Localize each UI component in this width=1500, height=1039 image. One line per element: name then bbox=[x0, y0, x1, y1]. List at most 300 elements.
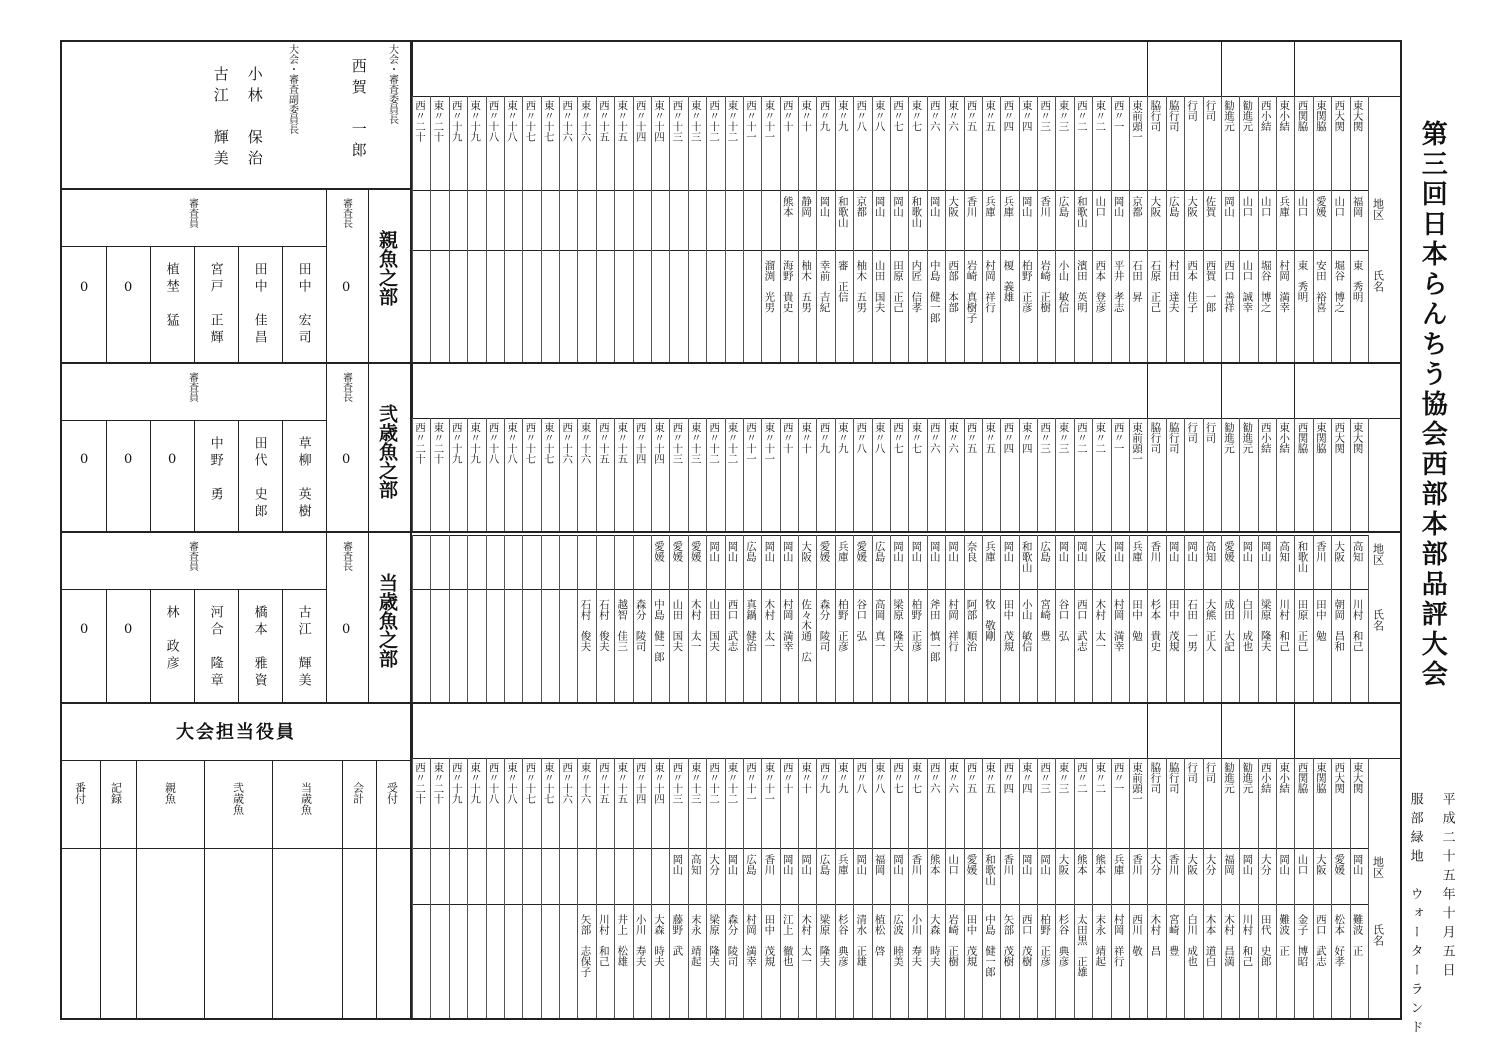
grid-column-line bbox=[835, 758, 836, 1018]
name-cell: 田原 正己 bbox=[1296, 599, 1309, 652]
rank-label: 西〃十三 bbox=[671, 422, 684, 464]
name-cell: 山田 国夫 bbox=[708, 599, 721, 652]
grid-column-line bbox=[761, 758, 762, 1018]
grid-column-line bbox=[486, 758, 487, 1018]
region-cell: 岡山 bbox=[1112, 196, 1125, 217]
rank-label: 西〃一 bbox=[1112, 100, 1125, 132]
grid-column-line bbox=[780, 418, 781, 531]
grid-column-line bbox=[1368, 758, 1369, 1018]
grid-column-line bbox=[504, 96, 505, 362]
grid-column-line bbox=[614, 758, 615, 1018]
rank-label: 東前頭一 bbox=[1131, 100, 1144, 142]
region-cell: 愛媛 bbox=[1222, 541, 1235, 562]
judges-label: 審査員 bbox=[186, 198, 198, 228]
staff-divider bbox=[136, 760, 137, 1018]
grid-column-line bbox=[669, 418, 670, 531]
rank-label: 東〃七 bbox=[910, 100, 923, 132]
name-cell: 梁原 隆夫 bbox=[818, 914, 831, 967]
name-cell: 難波 正 bbox=[1351, 914, 1364, 956]
region-cell: 岡山 bbox=[1186, 541, 1199, 562]
grid-column-line bbox=[577, 758, 578, 1018]
award-header-divider bbox=[1147, 364, 1148, 418]
region-cell: 岡山 bbox=[1039, 854, 1052, 875]
region-cell: 熊本 bbox=[1075, 854, 1088, 875]
rank-label: 東関脇 bbox=[1314, 762, 1327, 794]
region-cell: 和歌山 bbox=[1296, 541, 1309, 573]
date-label: 平成二十五年十月五日 bbox=[1439, 792, 1455, 982]
hline-staff bbox=[60, 760, 410, 761]
award-header-divider bbox=[1221, 42, 1222, 96]
rank-label: 西〃十 bbox=[781, 762, 794, 794]
name-cell: 植松 啓 bbox=[873, 914, 886, 956]
judge-divider bbox=[150, 246, 151, 362]
grid-column-line bbox=[1055, 418, 1056, 531]
award-header-line bbox=[412, 418, 1400, 419]
name-cell: 真鍋 健治 bbox=[744, 599, 757, 652]
staff-role: 弐歳魚 bbox=[231, 782, 245, 815]
rank-label: 東〃十三 bbox=[689, 422, 702, 464]
name-cell: 牧 敬剛 bbox=[983, 599, 996, 641]
grid-column-line bbox=[1368, 418, 1369, 531]
judge-name: 中野 勇 bbox=[207, 436, 223, 504]
grid-column-line bbox=[1129, 418, 1130, 531]
rank-label: 東〃十一 bbox=[763, 422, 776, 464]
name-cell: 岩崎 真樹子 bbox=[965, 260, 978, 323]
name-cell: 西本 佳子 bbox=[1186, 260, 1199, 313]
region-cell: 兵庫 bbox=[1112, 854, 1125, 875]
region-cell: 岡山 bbox=[1222, 196, 1235, 217]
grid-column-line bbox=[1258, 96, 1259, 362]
name-label: 氏名 bbox=[1371, 609, 1385, 631]
region-cell: 岡山 bbox=[1057, 541, 1070, 562]
rank-label: 東〃九 bbox=[836, 762, 849, 794]
grid-column-line bbox=[872, 418, 873, 531]
name-cell: 川村 和己 bbox=[1241, 914, 1254, 967]
staff-role: 親魚 bbox=[163, 782, 177, 804]
judge-divider bbox=[194, 246, 195, 362]
section-label-divider bbox=[368, 190, 369, 362]
region-cell: 香川 bbox=[1002, 854, 1015, 875]
name-cell: 西部 本部 bbox=[947, 260, 960, 313]
rank-label: 東〃十六 bbox=[579, 100, 592, 142]
name-cell: 川村 和己 bbox=[1278, 599, 1291, 652]
rank-label: 東〃二 bbox=[1094, 762, 1107, 794]
name-cell: 柏野 正彦 bbox=[910, 599, 923, 652]
grid-column-line bbox=[1294, 758, 1295, 1018]
name-cell: 中島 健一郎 bbox=[983, 914, 996, 977]
grid-column-line bbox=[1074, 96, 1075, 362]
grid-column-line bbox=[835, 535, 836, 702]
grid-column-line bbox=[449, 96, 450, 362]
rank-label: 東〃十一 bbox=[763, 762, 776, 804]
region-cell: 香川 bbox=[1167, 854, 1180, 875]
staff-divider bbox=[376, 760, 377, 1018]
rank-label: 西〃十二 bbox=[708, 100, 721, 142]
region-cell: 岡山 bbox=[928, 541, 941, 562]
grid-column-line bbox=[1221, 96, 1222, 362]
grid-column-line bbox=[1092, 535, 1093, 702]
hline-1 bbox=[60, 188, 410, 190]
grid-column-line bbox=[890, 96, 891, 362]
rank-label: 東〃三 bbox=[1057, 100, 1070, 132]
rank-label: 東〃二十 bbox=[432, 422, 445, 464]
rank-label: 西〃三 bbox=[1039, 422, 1052, 454]
name-cell: 山口 誠幸 bbox=[1241, 260, 1254, 313]
region-cell: 大分 bbox=[708, 854, 721, 875]
grid-column-line bbox=[1147, 96, 1148, 362]
rank-label: 西関脇 bbox=[1296, 422, 1309, 454]
grid-column-line bbox=[596, 96, 597, 362]
region-cell: 大分 bbox=[1149, 854, 1162, 875]
rank-label: 西〃四 bbox=[1002, 762, 1015, 794]
name-cell: 中島 健一郎 bbox=[653, 599, 666, 662]
rank-label: 行司 bbox=[1204, 100, 1217, 121]
name-cell: 田代 史郎 bbox=[1259, 914, 1272, 967]
name-cell: 川村 和己 bbox=[597, 914, 610, 967]
grid-column-line bbox=[743, 96, 744, 362]
grid-column-line bbox=[1258, 418, 1259, 531]
name-cell: 西口 武志 bbox=[1314, 914, 1327, 967]
rank-label: 西〃十九 bbox=[450, 762, 463, 804]
rank-label: 西〃二十 bbox=[414, 762, 427, 804]
name-cell: 村岡 祥行 bbox=[947, 599, 960, 652]
rank-label: 東〃六 bbox=[947, 100, 960, 132]
name-cell: 東 秀明 bbox=[1351, 260, 1364, 302]
region-cell: 香川 bbox=[1314, 541, 1327, 562]
region-cell: 岡山 bbox=[726, 541, 739, 562]
region-cell: 山口 bbox=[1259, 196, 1272, 217]
name-cell: 小山 敏信 bbox=[1057, 260, 1070, 313]
rank-label: 西〃十四 bbox=[634, 762, 647, 804]
grid-column-line bbox=[1074, 535, 1075, 702]
name-cell: 木村 太一 bbox=[689, 599, 702, 652]
rank-label: 東〃十八 bbox=[505, 100, 518, 142]
vice-name-1: 小林 保治 bbox=[245, 66, 264, 171]
grid-column-line bbox=[1092, 758, 1093, 1018]
name-cell: 江上 徹也 bbox=[781, 914, 794, 967]
grid-column-line bbox=[706, 418, 707, 531]
rank-label: 西小結 bbox=[1259, 762, 1272, 794]
grid-column-line bbox=[651, 535, 652, 702]
region-cell: 和歌山 bbox=[1020, 541, 1033, 573]
rank-label: 東〃四 bbox=[1020, 762, 1033, 794]
grid-column-line bbox=[780, 535, 781, 702]
section-label: 弐歳魚之部 bbox=[375, 404, 398, 499]
grid-column-line bbox=[1313, 96, 1314, 362]
name-cell: 石原 正己 bbox=[1149, 260, 1162, 313]
rank-label: 東〃十三 bbox=[689, 100, 702, 142]
judge-name: 橋本 雅資 bbox=[251, 605, 267, 690]
region-cell: 岡山 bbox=[892, 196, 905, 217]
name-cell: 越智 佳三 bbox=[616, 599, 629, 652]
region-cell: 山口 bbox=[1241, 196, 1254, 217]
region-cell: 愛媛 bbox=[965, 854, 978, 875]
grid-column-line bbox=[467, 418, 468, 531]
region-cell: 大阪 bbox=[800, 541, 813, 562]
name-cell: 木村 昌 bbox=[1149, 914, 1162, 956]
name-cell: 堀谷 博之 bbox=[1259, 260, 1272, 313]
grid-column-line bbox=[927, 96, 928, 362]
grid-column-line bbox=[651, 758, 652, 1018]
rank-label: 西〃二 bbox=[1075, 422, 1088, 454]
grid-column-line bbox=[1129, 535, 1130, 702]
grid-column-line bbox=[798, 418, 799, 531]
region-cell: 岡山 bbox=[763, 541, 776, 562]
rank-label: 西〃九 bbox=[818, 100, 831, 132]
award-header-divider bbox=[1221, 364, 1222, 418]
region-cell: 兵庫 bbox=[836, 541, 849, 562]
grid-column-line bbox=[504, 418, 505, 531]
rank-label: 西〃十 bbox=[781, 422, 794, 454]
name-cell: 梁原 隆夫 bbox=[892, 599, 905, 652]
name-cell: 谷口 弘 bbox=[855, 599, 868, 641]
name-cell: 西口 武志 bbox=[1075, 599, 1088, 652]
name-cell: 石村 俊夫 bbox=[597, 599, 610, 652]
name-cell: 安田 裕喜 bbox=[1314, 260, 1327, 313]
grid-column-line bbox=[1258, 758, 1259, 1018]
rank-label: 行司 bbox=[1204, 422, 1217, 443]
name-cell: 梁原 隆夫 bbox=[708, 914, 721, 967]
grid-column-line bbox=[1074, 758, 1075, 1018]
rank-label: 東〃七 bbox=[910, 762, 923, 794]
region-cell: 大分 bbox=[1259, 854, 1272, 875]
name-cell: 佐々木通 広 bbox=[800, 599, 813, 662]
grid-column-line bbox=[706, 535, 707, 702]
grid-column-line bbox=[761, 535, 762, 702]
grid-column-line bbox=[559, 96, 560, 362]
grid-column-line bbox=[449, 535, 450, 702]
region-cell: 愛媛 bbox=[1333, 854, 1346, 875]
rank-label: 西〃二 bbox=[1075, 100, 1088, 132]
name-cell: 木本 道白 bbox=[1204, 914, 1217, 967]
region-cell: 高知 bbox=[689, 854, 702, 875]
name-cell: 岩崎 正樹 bbox=[947, 914, 960, 967]
region-cell: 香川 bbox=[1039, 196, 1052, 217]
name-cell: 村岡 満幸 bbox=[1278, 260, 1291, 313]
region-cell: 兵庫 bbox=[1131, 541, 1144, 562]
judge-divider bbox=[282, 420, 283, 531]
rank-label: 西〃十六 bbox=[561, 100, 574, 142]
region-label: 地区 bbox=[1371, 856, 1385, 878]
grid-column-line bbox=[835, 418, 836, 531]
grid-column-line bbox=[706, 758, 707, 1018]
name-cell: 村岡 満幸 bbox=[1112, 599, 1125, 652]
name-cell: 濱田 英明 bbox=[1075, 260, 1088, 313]
rank-label: 勧進元 bbox=[1241, 100, 1254, 132]
grid-column-line bbox=[412, 96, 413, 362]
rank-label: 東〃十七 bbox=[542, 762, 555, 804]
rank-label: 西〃七 bbox=[892, 762, 905, 794]
grid-column-line bbox=[743, 758, 744, 1018]
frame-bottom bbox=[60, 1018, 1402, 1020]
name-cell: 田中 勉 bbox=[1314, 599, 1327, 641]
grid-column-line bbox=[1129, 758, 1130, 1018]
rank-label: 東〃十四 bbox=[653, 100, 666, 142]
grid-column-line bbox=[1166, 758, 1167, 1018]
section-label: 当歳魚之部 bbox=[375, 573, 398, 668]
name-cell: 阿部 順治 bbox=[965, 599, 978, 652]
judge-divider bbox=[106, 420, 107, 531]
region-cell: 愛媛 bbox=[1314, 196, 1327, 217]
chief-divider bbox=[326, 533, 327, 702]
vice-title: 大会・審査副委員長 bbox=[286, 44, 298, 134]
grid-column-line bbox=[1239, 96, 1240, 362]
grid-column-line bbox=[1019, 418, 1020, 531]
staff-role: 番付 bbox=[73, 782, 87, 804]
grid-column-line bbox=[725, 418, 726, 531]
region-cell: 福岡 bbox=[873, 854, 886, 875]
grid-column-line bbox=[964, 535, 965, 702]
judge-zero: 0 bbox=[124, 280, 133, 295]
grid-column-line bbox=[1203, 758, 1204, 1018]
region-cell: 岡山 bbox=[1020, 854, 1033, 875]
judge-divider bbox=[238, 246, 239, 362]
name-cell: 小川 寿夫 bbox=[634, 914, 647, 967]
grid-column-line bbox=[577, 418, 578, 531]
rank-label: 脇行司 bbox=[1167, 762, 1180, 794]
grid-column-line bbox=[559, 758, 560, 1018]
name-cell: 幸前 吉紀 bbox=[818, 260, 831, 313]
name-cell: 木村 昌満 bbox=[1222, 914, 1235, 967]
rank-label: 西〃十九 bbox=[450, 422, 463, 464]
rank-label: 東〃十八 bbox=[505, 762, 518, 804]
region-cell: 大阪 bbox=[1186, 196, 1199, 217]
rank-label: 東〃四 bbox=[1020, 100, 1033, 132]
rank-label: 東〃十二 bbox=[726, 100, 739, 142]
rank-label: 西〃二 bbox=[1075, 762, 1088, 794]
judge-name: 林 政彦 bbox=[163, 605, 179, 673]
rank-label: 西関脇 bbox=[1296, 762, 1309, 794]
grid-column-line bbox=[1166, 418, 1167, 531]
grid-column-line bbox=[614, 96, 615, 362]
judge-zero: 0 bbox=[80, 621, 89, 637]
name-cell: 大森 時夫 bbox=[653, 914, 666, 967]
region-cell: 山口 bbox=[1333, 196, 1346, 217]
grid-column-line bbox=[725, 535, 726, 702]
rank-label: 西〃二十 bbox=[414, 422, 427, 464]
staff-role: 当歳魚 bbox=[299, 782, 313, 815]
region-cell: 熊本 bbox=[928, 854, 941, 875]
rank-label: 西〃三 bbox=[1039, 100, 1052, 132]
grid-column-line bbox=[1166, 96, 1167, 362]
region-cell: 岡山 bbox=[1020, 196, 1033, 217]
region-cell: 京都 bbox=[1131, 196, 1144, 217]
grid-column-line bbox=[1111, 96, 1112, 362]
rank-label: 東〃十 bbox=[800, 762, 813, 794]
region-cell: 兵庫 bbox=[1278, 196, 1291, 217]
rank-label: 東小結 bbox=[1278, 762, 1291, 794]
rank-label: 西大関 bbox=[1333, 100, 1346, 132]
name-cell: 白川 成也 bbox=[1186, 914, 1199, 967]
chief-title: 大会・審査委員長 bbox=[386, 44, 398, 124]
grid-column-line bbox=[1350, 758, 1351, 1018]
rank-label: 脇行司 bbox=[1149, 762, 1162, 794]
rank-label: 西小結 bbox=[1259, 422, 1272, 454]
rank-label: 東大関 bbox=[1351, 762, 1364, 794]
grid-column-line bbox=[1331, 535, 1332, 702]
rank-label: 東〃十九 bbox=[469, 100, 482, 142]
grid-column-line bbox=[541, 758, 542, 1018]
grid-column-line bbox=[1092, 96, 1093, 362]
grid-column-line bbox=[945, 535, 946, 702]
name-cell: 成田 大記 bbox=[1222, 599, 1235, 652]
grid-column-line bbox=[1019, 758, 1020, 1018]
grid-column-line bbox=[725, 758, 726, 1018]
name-cell: 柚木 五男 bbox=[855, 260, 868, 313]
grid-column-line bbox=[1055, 535, 1056, 702]
rank-label: 東〃二 bbox=[1094, 422, 1107, 454]
award-header-divider bbox=[1147, 42, 1148, 96]
name-cell: 川村 和己 bbox=[1351, 599, 1364, 652]
grid-column-line bbox=[1239, 418, 1240, 531]
region-cell: 岡山 bbox=[1278, 854, 1291, 875]
hline-staff2 bbox=[60, 848, 410, 849]
rank-label: 東〃十四 bbox=[653, 422, 666, 464]
name-cell: 末永 靖起 bbox=[1094, 914, 1107, 967]
grid-column-line bbox=[964, 96, 965, 362]
region-cell: 和歌山 bbox=[910, 196, 923, 228]
grid-column-line bbox=[1000, 758, 1001, 1018]
grid-column-line bbox=[982, 535, 983, 702]
name-cell: 森分 陵司 bbox=[634, 599, 647, 652]
grid-column-line bbox=[1294, 418, 1295, 531]
award-header-line bbox=[412, 96, 1400, 97]
award-header-divider bbox=[412, 42, 413, 96]
grid-column-line bbox=[1313, 535, 1314, 702]
name-cell: 山田 国夫 bbox=[671, 599, 684, 652]
region-cell: 岡山 bbox=[781, 854, 794, 875]
grid-column-line bbox=[1368, 535, 1369, 702]
judge-name: 田中 宏司 bbox=[295, 262, 311, 347]
chief-divider bbox=[326, 364, 327, 531]
grid-column-line bbox=[1111, 758, 1112, 1018]
region-cell: 岡山 bbox=[1002, 541, 1015, 562]
rank-label: 行司 bbox=[1186, 762, 1199, 783]
grid-column-line bbox=[467, 96, 468, 362]
rank-label: 西〃十一 bbox=[744, 422, 757, 464]
staff-header: 大会担当役員 bbox=[176, 722, 296, 743]
grid-column-line bbox=[486, 96, 487, 362]
grid-column-line bbox=[504, 535, 505, 702]
grid-column-line bbox=[1000, 418, 1001, 531]
rank-label: 西〃五 bbox=[965, 762, 978, 794]
rank-label: 西大関 bbox=[1333, 422, 1346, 454]
name-cell: 木村 太一 bbox=[800, 914, 813, 967]
name-cell: 石田 昇 bbox=[1131, 260, 1144, 302]
staff-divider bbox=[100, 760, 101, 1018]
region-cell: 香川 bbox=[910, 854, 923, 875]
grid-column-line bbox=[890, 418, 891, 531]
rank-label: 西〃二十 bbox=[414, 100, 427, 142]
region-cell: 広島 bbox=[744, 541, 757, 562]
grid-column-line bbox=[504, 758, 505, 1018]
rank-label: 東〃十三 bbox=[689, 762, 702, 804]
chief-label: 審査長 bbox=[340, 198, 352, 228]
rank-label: 西〃十五 bbox=[597, 762, 610, 804]
rank-label: 西〃九 bbox=[818, 422, 831, 454]
region-cell: 兵庫 bbox=[983, 196, 996, 217]
rank-label: 行司 bbox=[1186, 422, 1199, 443]
award-header-divider bbox=[412, 364, 413, 418]
rank-label: 東〃十 bbox=[800, 422, 813, 454]
grid-column-line bbox=[1000, 96, 1001, 362]
grid-column-line bbox=[669, 535, 670, 702]
rank-label: 西関脇 bbox=[1296, 100, 1309, 132]
grid-column-line bbox=[853, 96, 854, 362]
name-cell: 海野 貴史 bbox=[781, 260, 794, 313]
region-cell: 愛媛 bbox=[689, 541, 702, 562]
grid-column-line bbox=[890, 535, 891, 702]
